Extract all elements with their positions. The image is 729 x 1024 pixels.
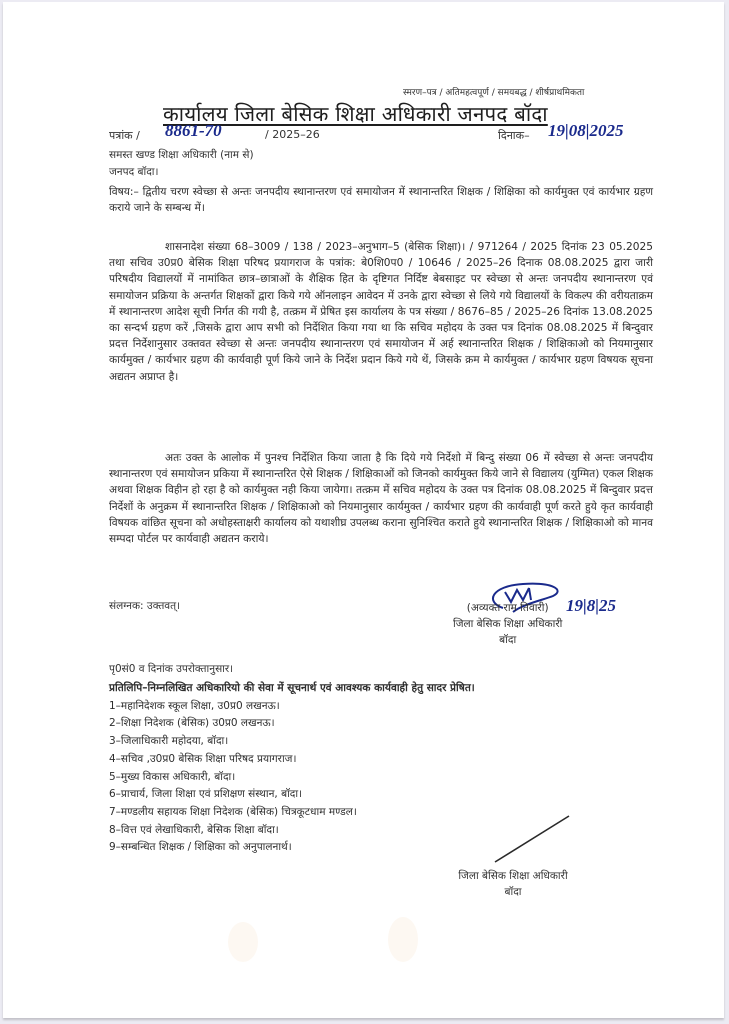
endorsement: पृ0सं0 व दिनांक उपरोक्तानुसार। <box>109 663 234 675</box>
copy-item: 1–महानिदेशक स्कूल शिक्षा, उ0प्र0 लखनऊ। <box>109 699 280 712</box>
paragraph-2: अतः उक्त के आलोक में पुनश्च निर्देशित किया जाता है कि दिये गये निर्देशो में बिन्दु संख्या 06 में स्वेच्छा से अन्तः जनपदीय स्थानान्तरण एवं समायोजन प्रकिया में स्थानान्तरित ऐसे शिक्षक / शिक्षिकाओं को जिनको कार्यमुक्त किये जाने से विद्यालय (युग्मित) एकल शिक्षक अथवा शिक्षक विहीन हो रहा है को कार्यमुक्त नही किया जायेगा। तत्क्रम में सचिव महोदय के उक्त पत्र दिनांक 08.08.2025 में बिन्दुवार प्रदत्त निर्देशों के अनुक्रम में स्थानान्तरित शिक्षक / शिक्षिकाओ को नियमानुसार कार्यमुक्त / कार्यभार ग्रहण की कार्यवाही पूर्ण करते हुये कृत कार्यवाही विषयक वांछित सूचना को अधोहस्ताक्षरी कार्यालय को यथाशीघ्र उपलब्ध कराना सुनिश्चित कराते हुये स्थानान्तरित शिक्षक / शिक्षिकाओ को मानव सम्पदा पोर्टल पर कार्यवाही अद्यतन कराये। <box>109 452 653 546</box>
scanned-letter-page <box>3 2 724 1018</box>
final-designation: जिला बेसिक शिक्षा अधिकारी <box>458 870 568 882</box>
reference-session: / 2025–26 <box>265 128 320 141</box>
copy-item: 6–प्राचार्य, जिला शिक्षा एवं प्रशिक्षण संस्थान, बॉदा। <box>109 788 303 801</box>
copy-item: 9–सम्बन्धित शिक्षक / शिक्षिका को अनुपालनार्थ। <box>109 841 292 854</box>
copy-item: 8–वित्त एवं लेखाधिकारी, बेसिक शिक्षा बॉदा। <box>109 823 279 836</box>
signatory-designation: जिला बेसिक शिक्षा अधिकारी <box>453 618 563 630</box>
copy-item: 5–मुख्य विकास अधिकारी, बॉदा। <box>109 770 236 783</box>
reference-label: पत्रांक / <box>109 129 140 142</box>
copy-item: 7–मण्डलीय सहायक शिक्षा निदेशक (बेसिक) चित्रकूटधाम मण्डल। <box>109 805 357 818</box>
pen-stroke <box>493 814 573 864</box>
final-place: बॉदा <box>504 886 522 898</box>
paper-stain <box>228 922 258 962</box>
reference-number: 8861-70 <box>165 121 222 140</box>
paper-stain <box>388 917 418 962</box>
signatory-place: बॉदा <box>499 634 517 646</box>
copy-list <box>109 680 669 857</box>
copy-item: 2–शिक्षा निदेशक (बेसिक) उ0प्र0 लखनऊ। <box>109 717 275 730</box>
addressee-line-2: जनपद बॉदा। <box>109 166 159 178</box>
copy-heading: प्रतिलिपि–निम्नलिखित अधिकारियो की सेवा में सूचनार्थ एवं आवश्यक कार्यवाही हेतु सादर प्रेषित। <box>109 682 475 694</box>
copy-item: 4–सचिव ,उ0प्र0 बेसिक शिक्षा परिषद प्रयागराज। <box>109 752 297 765</box>
addressee-line-1: समस्त खण्ड शिक्षा अधिकारी (नाम से) <box>109 149 254 161</box>
priority-line: स्मरण–पत्र / अतिमहत्वपूर्ण / समयबद्ध / शीर्षप्राथमिकता <box>403 88 585 98</box>
letter-date: 19|08|2025 <box>548 121 624 140</box>
enclosure: संलग्नक: उक्तवत्। <box>109 600 181 612</box>
date-label: दिनाक– <box>498 129 530 142</box>
signature-date: 19|8|25 <box>566 596 616 615</box>
copy-item: 3–जिलाधिकारी महोदया, बॉदा। <box>109 735 229 748</box>
signature-block <box>453 600 562 648</box>
signatory-name: (अव्यक्त राम तिवारी) <box>466 602 549 614</box>
final-signature-block <box>433 868 593 900</box>
office-title: कार्यालय जिला बेसिक शिक्षा अधिकारी जनपद बॉदा <box>163 102 548 126</box>
paragraph-1: शासनादेश संख्या 68–3009 / 138 / 2023–अनुभाग–5 (बेसिक शिक्षा)। / 971264 / 2025 दिनांक 23 05.2025 तथा सचिव उ0प्र0 बेसिक शिक्षा परिषद प्रयागराज के पत्रांक: बे0शि0प0 / 10646 / 2025–26 दिनाक 08.08.2025 द्वारा जारी परिषदीय विद्यालयों में नामांकित छात्र–छात्राओं के शैक्षिक हित के दृष्टिगत निर्दिष्ट बेबसाइट पर स्वेच्छा से अन्तः जनपदीय स्थानान्तरण एवं समायोजन प्रक्रिया के अन्तर्गत शिक्षकों द्वारा किये गये ऑनलाइन आवेदन में उनके द्वारा स्वेच्छा से लिये गये विद्यालयों के विकल्प की वरीयताक्रम में स्थानान्तरण आदेश सूची निर्गत की गयी है, तत्क्रम में प्रेषित इस कार्यालय के पत्र संख्या / 8676–85 / 2025–26 दिनांक 13.08.2025 का सन्दर्भ ग्रहण करें ,जिसके द्वारा आप सभी को निर्देशित किया गया था कि सचिव महोदय के उक्त पत्र दिनांक 08.08.2025 में बिन्दुवार प्रदत्त निर्देशानुसार उक्तवत स्वेच्छा से अन्तः जनपदीय स्थानान्तरण एवं समायोजन में अर्ह स्थानान्तरित शिक्षक / शिक्षिकाओ को नियमानुसार कार्यमुक्त / कार्यभार ग्रहण की कार्यवाही पूर्ण किये जाने के निर्देश प्रदान किये गये थें, जिसके क्रम मे कार्यमुक्त / कार्यभार ग्रहण विषयक सूचना अद्यतन अप्राप्त है। <box>109 241 653 383</box>
subject: विषय:– द्वितीय चरण स्वेच्छा से अन्तः जनपदीय स्थानान्तरण एवं समायोजन में स्थानान्तरित शिक्षक / शिक्षिका को कार्यमुक्त एवं कार्यभार ग्रहण कराये जाने के सम्बन्ध में। <box>109 186 653 215</box>
